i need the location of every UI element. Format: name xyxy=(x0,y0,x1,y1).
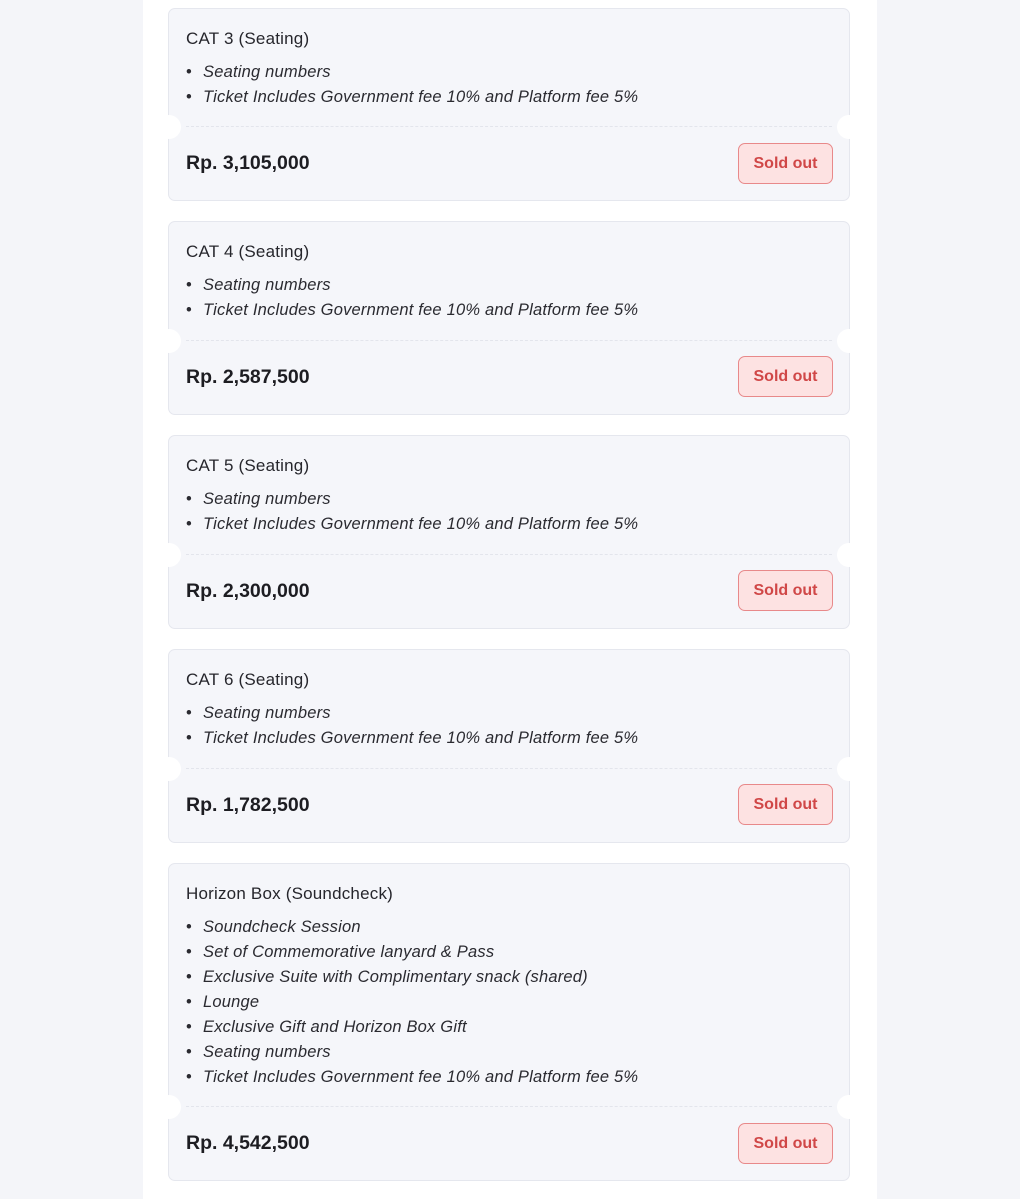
feature-list xyxy=(186,701,832,751)
ticket-card xyxy=(168,863,850,1181)
sold-out-button[interactable]: Sold out xyxy=(738,570,833,611)
ticket-price: Rp. 2,300,000 xyxy=(186,580,310,602)
ticket-divider xyxy=(186,554,832,555)
feature-item: • Ticket Includes Government fee 10% and Platform fee 5% xyxy=(186,515,639,533)
ticket-divider xyxy=(186,126,832,127)
ticket-divider xyxy=(186,768,832,769)
sold-out-button[interactable]: Sold out xyxy=(738,784,833,825)
feature-item: • Ticket Includes Government fee 10% and Platform fee 5% xyxy=(186,88,639,106)
ticket-price: Rp. 1,782,500 xyxy=(186,794,310,816)
ticket-card xyxy=(168,435,850,629)
feature-item: • Seating numbers xyxy=(186,63,331,81)
ticket-price: Rp. 4,542,500 xyxy=(186,1132,310,1154)
feature-list xyxy=(186,273,832,323)
ticket-notch xyxy=(837,115,861,139)
ticket-divider xyxy=(186,340,832,341)
feature-list xyxy=(186,487,832,537)
ticket-price: Rp. 3,105,000 xyxy=(186,152,310,174)
feature-item: • Set of Commemorative lanyard & Pass xyxy=(186,943,495,961)
feature-item: • Seating numbers xyxy=(186,490,331,508)
sold-out-button[interactable]: Sold out xyxy=(738,1123,833,1164)
sold-out-button[interactable]: Sold out xyxy=(738,143,833,184)
ticket-notch xyxy=(157,1095,181,1119)
ticket-notch xyxy=(837,757,861,781)
ticket-name: Horizon Box (Soundcheck) xyxy=(186,884,394,903)
ticket-card xyxy=(168,649,850,843)
ticket-name: CAT 5 (Seating) xyxy=(186,456,310,475)
ticket-card xyxy=(168,221,850,415)
feature-item: • Seating numbers xyxy=(186,1043,331,1061)
ticket-price: Rp. 2,587,500 xyxy=(186,366,310,388)
ticket-divider xyxy=(186,1106,832,1107)
ticket-notch xyxy=(157,757,181,781)
ticket-name: CAT 6 (Seating) xyxy=(186,670,310,689)
feature-item: • Soundcheck Session xyxy=(186,918,361,936)
feature-item: • Exclusive Suite with Complimentary snack (shared) xyxy=(186,968,588,986)
feature-item: • Ticket Includes Government fee 10% and Platform fee 5% xyxy=(186,729,639,747)
feature-list xyxy=(186,60,832,110)
feature-item: • Ticket Includes Government fee 10% and Platform fee 5% xyxy=(186,301,639,319)
ticket-name: CAT 4 (Seating) xyxy=(186,242,310,261)
feature-item: • Seating numbers xyxy=(186,276,331,294)
ticket-card xyxy=(168,8,850,201)
feature-item: • Seating numbers xyxy=(186,704,331,722)
ticket-notch xyxy=(157,543,181,567)
sold-out-button[interactable]: Sold out xyxy=(738,356,833,397)
ticket-name: CAT 3 (Seating) xyxy=(186,29,310,48)
ticket-notch xyxy=(157,329,181,353)
feature-item: • Ticket Includes Government fee 10% and Platform fee 5% xyxy=(186,1068,639,1086)
feature-item: • Lounge xyxy=(186,993,260,1011)
feature-list xyxy=(186,915,832,1090)
feature-item: • Exclusive Gift and Horizon Box Gift xyxy=(186,1018,467,1036)
ticket-notch xyxy=(837,329,861,353)
ticket-notch xyxy=(837,543,861,567)
ticket-notch xyxy=(837,1095,861,1119)
ticket-notch xyxy=(157,115,181,139)
